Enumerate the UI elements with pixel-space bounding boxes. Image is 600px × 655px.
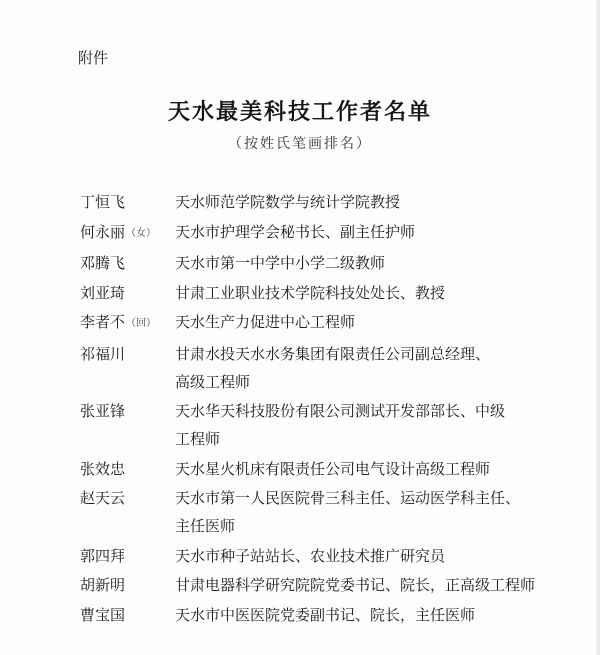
person-name: 丁恒飞 [80, 193, 126, 211]
person-title-line: 主任医师 [175, 517, 236, 535]
person-title [175, 308, 550, 336]
person-title [175, 340, 550, 396]
person-name-cell [80, 249, 175, 277]
person-name-cell [80, 484, 175, 512]
person-name-cell [80, 279, 175, 307]
person-name: 张效忠 [80, 459, 126, 478]
person-title [175, 397, 550, 453]
person-title [175, 455, 550, 483]
person-title [175, 279, 550, 307]
list-item [80, 601, 550, 629]
person-note: （回） [126, 318, 157, 329]
person-title-line: 高级工程师 [175, 372, 251, 391]
person-name: 李者不 [80, 313, 126, 331]
person-name: 祁福川 [80, 344, 126, 363]
person-name: 何永丽 [80, 222, 126, 241]
scan-edge [596, 0, 600, 655]
person-name: 刘亚琦 [80, 283, 126, 302]
list-item [80, 397, 550, 453]
list-item [80, 571, 550, 599]
person-name-cell [80, 188, 175, 216]
person-title-line: 天水星火机床有限责任公司电气设计高级工程师 [175, 459, 491, 478]
person-title-line: 甘肃水投天水水务集团有限责任公司副总经理、 [175, 344, 491, 363]
person-title [175, 188, 550, 216]
person-title-line: 天水师范学院数学与统计学院教授 [175, 193, 401, 211]
person-title-line: 天水市护理学会秘书长、副主任护师 [175, 222, 416, 241]
list-item [80, 484, 550, 540]
list-item [80, 340, 550, 396]
document-title: 天水最美科技工作者名单 [167, 100, 432, 125]
person-title-line: 甘肃工业职业技术学院科技处处长、教授 [175, 283, 446, 302]
person-name: 郭四拜 [80, 546, 126, 565]
person-name-cell [80, 308, 175, 338]
person-title-line: 工程师 [175, 430, 221, 448]
person-name: 张亚锋 [80, 402, 126, 420]
list-item [80, 308, 550, 338]
person-title-line: 天水市种子站站长、农业技术推广研究员 [175, 546, 446, 565]
person-title [175, 571, 550, 599]
person-name: 曹宝国 [80, 605, 126, 624]
person-name-cell [80, 571, 175, 599]
person-title-line: 甘肃电器科学研究院院党委书记、院长，正高级工程师 [175, 576, 536, 594]
person-title [175, 542, 550, 570]
entry-list [80, 188, 550, 629]
person-name: 赵天云 [80, 489, 126, 507]
document-subtitle: （按姓氏笔画排名） [228, 136, 372, 152]
person-name-cell [80, 340, 175, 368]
list-item [80, 542, 550, 570]
person-name-cell [80, 601, 175, 629]
person-name: 胡新明 [80, 576, 126, 594]
person-name-cell [80, 218, 175, 248]
person-title [175, 249, 550, 277]
person-name-cell [80, 397, 175, 425]
person-name-cell [80, 542, 175, 570]
person-title-line: 天水市第一人民医院骨三科主任、运动医学科主任、 [175, 489, 521, 507]
person-title-line: 天水华天科技股份有限公司测试开发部部长、中级 [175, 402, 506, 420]
list-item [80, 279, 550, 307]
person-title [175, 218, 550, 246]
list-item [80, 249, 550, 277]
list-item [80, 188, 550, 216]
person-name: 邓腾飞 [80, 254, 126, 272]
person-title-line: 天水市第一中学中小学二级教师 [175, 254, 386, 272]
person-title [175, 484, 550, 540]
person-title-line: 天水市中医医院党委副书记、院长，主任医师 [175, 605, 476, 624]
list-item [80, 455, 550, 483]
attachment-label: 附件 [78, 49, 109, 67]
person-title-line: 天水生产力促进中心工程师 [175, 313, 356, 331]
person-note: （女） [126, 227, 157, 239]
person-name-cell [80, 455, 175, 483]
list-item [80, 218, 550, 248]
person-title [175, 601, 550, 629]
